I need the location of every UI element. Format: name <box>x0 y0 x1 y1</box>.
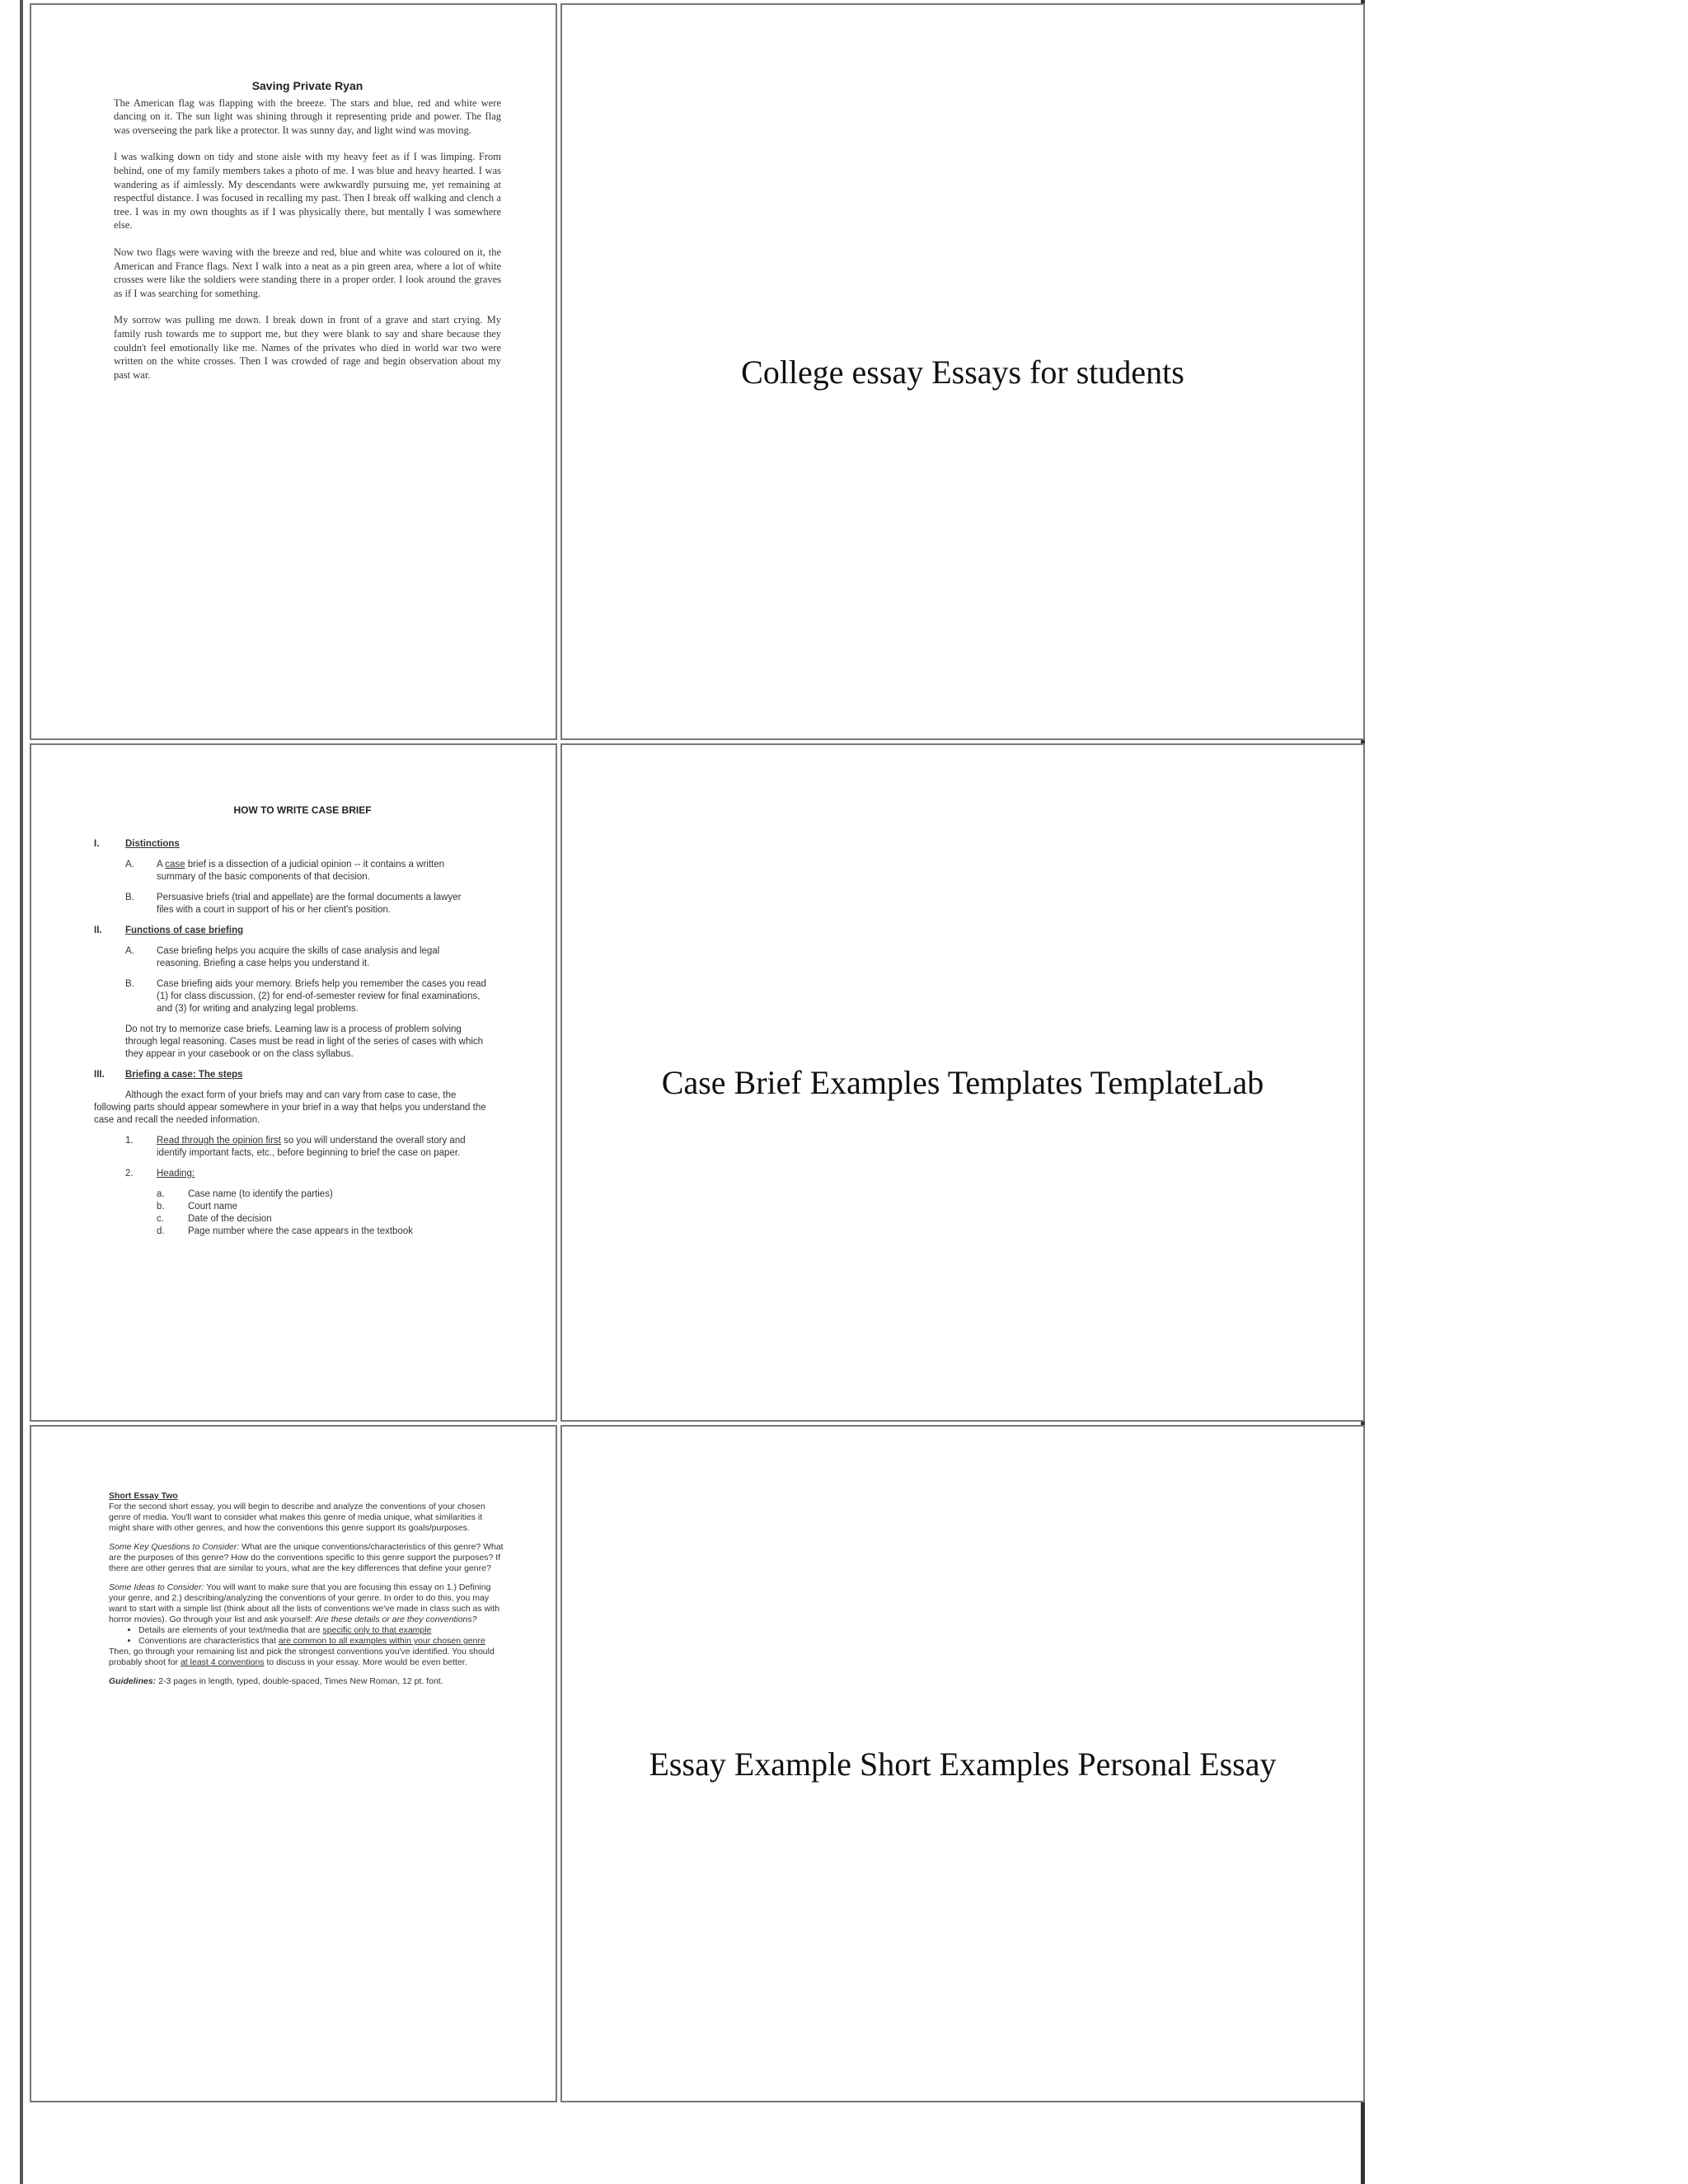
list-item <box>138 1625 504 1636</box>
doc-title: Short Essay Two <box>109 1491 178 1501</box>
doc-title: HOW TO WRITE CASE BRIEF <box>233 804 372 816</box>
item-text: Case briefing aids your memory. Briefs help you remember the cases you read (1) for class discussion, (2) for end-of-semester review for final examinations, and (3) for writing and analyzing legal problems. <box>157 979 486 1014</box>
list-item <box>157 1226 511 1238</box>
doc-paragraph: For the second short essay, you will begin to describe and analyze the conventions of your chosen genre of media. You'll want to consider what makes this genre of media unique, what similarities it might share with other genres, and how the conventions this genre support its goals/purposes. <box>109 1502 485 1533</box>
item-letter: A. <box>125 946 134 956</box>
item-text <box>157 1135 495 1160</box>
item-letter: b. <box>157 1202 165 1212</box>
doc-item <box>94 1090 511 1127</box>
item-text: Do not try to memorize case briefs. Learning law is a process of problem solving through legal reasoning. Cases must be read in light of the series of cases with which they appear in your casebook or on the class syllabus. <box>125 1024 484 1059</box>
thumbnail-cell[interactable] <box>30 743 557 1422</box>
doc-paragraph: I was walking down on tidy and stone aisle with my heavy feet as if I was limping. From behind, one of my family members takes a photo of me. I was blue and heavy hearted. I was wandering as if aimlessly. My descendants were awkwardly pursuing me, yet remaining at respectful distance. I was focused in recalling my past. Then I break off walking and clench a tree. I was in my own thoughts as if I was physically there, but mentally I was somewhere else. <box>114 151 501 232</box>
item-text: Case briefing helps you acquire the skills of case analysis and legal reasoning. Briefing a case helps you understand it. <box>157 946 440 968</box>
section-number: II. <box>94 926 102 935</box>
doc-item <box>94 945 511 970</box>
doc-paragraph <box>109 1542 504 1574</box>
list-item <box>157 1188 511 1201</box>
text-run: Conventions are characteristics that <box>138 1636 279 1646</box>
doc-section <box>94 838 511 851</box>
item-letter: B. <box>125 893 134 902</box>
text-run: at least 4 conventions <box>180 1657 265 1667</box>
text-run: so you will understand the overall story and identify important facts, etc., before beginning to brief the case on paper. <box>157 1136 466 1158</box>
results-table <box>26 0 1368 2106</box>
item-letter: c. <box>157 1214 164 1224</box>
text-run: Guidelines: <box>109 1676 157 1686</box>
doc-paragraph <box>109 1582 504 1625</box>
item-text <box>157 859 478 883</box>
caption-link[interactable]: Case Brief Examples Templates TemplateLab <box>661 1064 1264 1101</box>
text-run: Details are elements of your text/media that are <box>138 1625 323 1635</box>
item-text: Persuasive briefs (trial and appellate) are the formal documents a lawyer files with a court in support of his or her client's position. <box>157 893 462 915</box>
item-letter: a. <box>157 1189 165 1199</box>
text-run: are common to all examples within your chosen genre <box>278 1636 485 1646</box>
caption-cell <box>560 3 1365 740</box>
text-run: case <box>165 860 185 869</box>
item-letter: A. <box>125 860 134 869</box>
text-run: brief is a dissection of a judicial opinion -- it contains a written summary of the basic components of that decision. <box>157 860 445 882</box>
text-run: Read through the opinion first <box>157 1136 281 1146</box>
doc-section <box>94 1069 511 1081</box>
item-text: Heading: <box>157 1169 195 1179</box>
doc-paragraph <box>109 1676 504 1687</box>
item-text: Although the exact form of your briefs may and can vary from case to case, the following parts should appear somewhere in your brief in a way that helps you understand the case and recall the needed information. <box>94 1090 486 1125</box>
doc-paragraph: My sorrow was pulling me down. I break down in front of a grave and start crying. My family rush towards me to support me, but they were blank to say and share because they couldn't feel emotionally like me. Names of the privates who died in world war two were written on the white crosses. Then I was crowded of rage and begin observation about my past war. <box>114 314 501 381</box>
list-item <box>157 1201 511 1213</box>
text-run: Some Key Questions to Consider: <box>109 1542 240 1552</box>
section-number: III. <box>94 1070 105 1080</box>
short-essay-thumbnail[interactable] <box>109 1491 504 1695</box>
section-number: I. <box>94 839 100 849</box>
caption-cell <box>560 743 1365 1422</box>
doc-item <box>94 1135 511 1160</box>
caption-link[interactable]: College essay Essays for students <box>741 353 1184 391</box>
doc-section <box>94 925 511 937</box>
doc-title: Saving Private Ryan <box>251 79 363 92</box>
text-run: You will want to make sure that you are focusing this essay on 1.) Defining your genre, and 2.) describing/analyzing the conventions of your genre. In order to do this, you may want to start with a simple list (think about all the lists of conventions we've made in class such as with horror movies). Go through your list and ask yourself: <box>109 1582 500 1624</box>
table-row <box>30 1425 1365 2102</box>
section-heading: Functions of case briefing <box>125 926 244 935</box>
doc-paragraph: The American flag was flapping with the breeze. The stars and blue, red and white were dancing on it. The sun light was shining through it representing pride and power. The flag was overseeing the park like a protector. It was sunny day, and light wind was moving. <box>114 96 501 136</box>
section-heading: Briefing a case: The steps <box>125 1070 243 1080</box>
list-item <box>138 1636 504 1647</box>
text-run: specific only to that example <box>322 1625 432 1635</box>
thumbnail-cell[interactable] <box>30 3 557 740</box>
doc-item <box>94 1024 511 1061</box>
item-letter: d. <box>157 1226 165 1236</box>
item-text: Case name (to identify the parties) <box>188 1189 333 1199</box>
item-letter: B. <box>125 979 134 989</box>
bullet-list <box>109 1625 504 1647</box>
case-brief-thumbnail[interactable] <box>94 804 511 1238</box>
section-heading: Distinctions <box>125 839 180 849</box>
essay-thumbnail[interactable] <box>114 79 501 395</box>
item-number: 2. <box>125 1169 134 1179</box>
caption-cell <box>560 1425 1365 2102</box>
table-row <box>30 743 1365 1422</box>
thumbnail-cell[interactable] <box>30 1425 557 2102</box>
text-run: A <box>157 860 166 869</box>
list-item <box>157 1213 511 1226</box>
doc-paragraph <box>109 1647 504 1668</box>
doc-item <box>94 1168 511 1180</box>
item-text: Page number where the case appears in the textbook <box>188 1226 413 1236</box>
item-text: Court name <box>188 1202 238 1212</box>
text-run: Then, go through your remaining list and pick the strongest conventions you've identified. You should probably shoot for <box>109 1647 495 1667</box>
text-run: 2-3 pages in length, typed, double-spaced, Times New Roman, 12 pt. font. <box>156 1676 443 1686</box>
heading-list <box>94 1188 511 1238</box>
text-run: Are these details or are they conventions? <box>315 1615 477 1624</box>
text-run: What are the unique conventions/characteristics of this genre? What are the purposes of this genre? How do the conventions specific to this genre support the purposes? If there are other genres that are similar to yours, what are the key differences that define your genre? <box>109 1542 504 1573</box>
doc-paragraph: Now two flags were waving with the breeze and red, blue and white was coloured on it, the American and France flags. Next I walk into a neat as a pin green area, where a lot of white crosses were like the soldiers were standing there in a proper order. I look around the graves as if I was searching for something. <box>114 246 501 299</box>
item-number: 1. <box>125 1136 134 1146</box>
text-run: to discuss in your essay. More would be even better. <box>264 1657 467 1667</box>
doc-item <box>94 859 511 883</box>
item-text: Date of the decision <box>188 1214 272 1224</box>
doc-item <box>94 892 511 916</box>
caption-link[interactable]: Essay Example Short Examples Personal Essay <box>649 1745 1277 1783</box>
table-row <box>30 3 1365 740</box>
text-run: Some Ideas to Consider: <box>109 1582 204 1592</box>
doc-item <box>94 978 511 1015</box>
